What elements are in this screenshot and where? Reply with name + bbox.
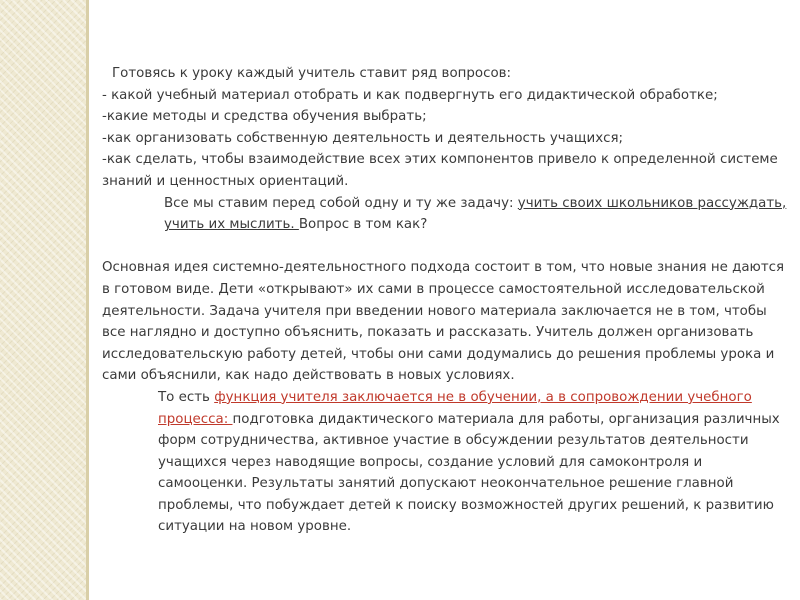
task-underlined: учить своих школьников рассуждать, учить их мыслить.	[164, 195, 787, 233]
question-item-2: -какие методы и средства обучения выбрать;	[102, 109, 427, 125]
spacer	[102, 236, 792, 258]
task-paragraph	[102, 193, 792, 236]
question-item-1: - какой учебный материал отобрать и как подвергнуть его дидактической обработке;	[102, 87, 718, 103]
slide-text-body	[102, 63, 792, 538]
main-idea-paragraph: Основная идея системно-деятельностного подхода состоит в том, что новые знания не даются в готовом виде. Дети «открывают» их сами в процессе самостоятельной исследовательской деятельности. Задача учителя при введении нового материала заключается не в том, чтобы все наглядно и доступно объяснить, показать и рассказать. Учитель должен организовать исследовательскую работу детей, чтобы они сами додумались до решения проблемы урока и сами объяснили, как надо действовать в новых условиях.	[102, 260, 785, 384]
question-item-3: -как организовать собственную деятельность и деятельность учащихся;	[102, 130, 624, 146]
task-tail: Вопрос в том как?	[298, 217, 428, 233]
function-highlight: функция учителя заключается не в обучении, а в сопровождении учебного процесса:	[158, 389, 752, 427]
decorative-side-band	[0, 0, 86, 600]
task-lead: Все мы ставим перед собой одну и ту же задачу:	[164, 195, 518, 211]
function-paragraph	[102, 387, 792, 538]
question-item-4: -как сделать, чтобы взаимодействие всех этих компонентов привело к определенной системе знаний и ценностных ориентаций.	[102, 152, 778, 189]
function-rest: подготовка дидактического материала для работы, организация различных форм сотрудничества, активное участие в обсуждении результатов деятельности учащихся через наводящие вопросы, создание условий для самоконтроля и самооценки. Результаты занятий допускают неокончательное решение главной проблемы, что побуждает детей к поиску возможностей других решений, к развитию ситуации на новом уровне.	[158, 411, 780, 535]
function-lead: То есть	[158, 389, 215, 405]
intro-line: Готовясь к уроку каждый учитель ставит ряд вопросов:	[112, 66, 512, 81]
decorative-divider	[86, 0, 89, 600]
